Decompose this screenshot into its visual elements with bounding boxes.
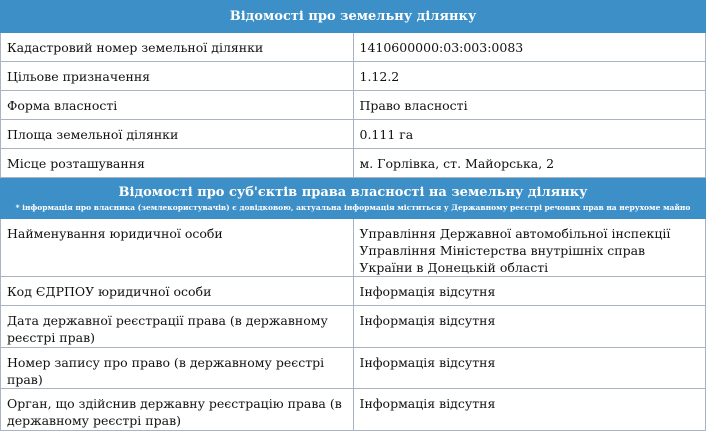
- row-value-edrpou-code: Інформація відсутня: [353, 277, 706, 306]
- table-row: [1, 306, 706, 348]
- table-row: [1, 277, 706, 306]
- owner-section-title: Відомості про суб'єктів права власності на земельну ділянку: [118, 184, 588, 200]
- table-row: [1, 91, 706, 120]
- table-row: [1, 62, 706, 91]
- owner-section-header: [1, 178, 706, 219]
- row-label-location: Місце розташування: [1, 149, 354, 178]
- row-label-registration-date: Дата державної реєстрації права (в державному реєстрі прав): [1, 306, 354, 348]
- row-value-cadastral-number[interactable]: 1410600000:03:003:0083: [353, 33, 706, 62]
- row-label-registration-authority: Орган, що здійснив державну реєстрацію права (в державному реєстрі прав): [1, 389, 354, 431]
- row-label-ownership-form: Форма власності: [1, 91, 354, 120]
- table-row: [1, 149, 706, 178]
- table-row: [1, 389, 706, 431]
- row-label-cadastral-number: Кадастровий номер земельної ділянки: [1, 33, 354, 62]
- row-value-record-number: Інформація відсутня: [353, 348, 706, 389]
- row-label-area: Площа земельної ділянки: [1, 120, 354, 149]
- land-section-header: [1, 1, 706, 33]
- row-value-ownership-form: Право власності: [353, 91, 706, 120]
- row-value-legal-entity-name: Управління Державної автомобільної інспекції Управління Міністерства внутрішніх справ України в Донецькій області: [353, 219, 706, 277]
- row-value-registration-authority: Інформація відсутня: [353, 389, 706, 431]
- table-row: [1, 120, 706, 149]
- row-value-purpose: 1.12.2: [353, 62, 706, 91]
- row-label-record-number: Номер запису про право (в державному реєстрі прав): [1, 348, 354, 389]
- table-row: [1, 348, 706, 389]
- table-row: [1, 33, 706, 62]
- row-label-legal-entity-name: Найменування юридичної особи: [1, 219, 354, 277]
- owner-section-note: * інформація про власника (землекористувачів) є довідковою, актуальна інформація міститься у Державному реєстрі речових прав на нерухоме майно: [15, 202, 691, 212]
- row-value-area: 0.111 га: [353, 120, 706, 149]
- land-section-title: Відомості про земельну ділянку: [1, 1, 706, 33]
- row-value-registration-date: Інформація відсутня: [353, 306, 706, 348]
- row-label-purpose: Цільове призначення: [1, 62, 354, 91]
- table-row: [1, 219, 706, 277]
- row-value-location: м. Горлівка, ст. Майорська, 2: [353, 149, 706, 178]
- row-label-edrpou-code: Код ЄДРПОУ юридичної особи: [1, 277, 354, 306]
